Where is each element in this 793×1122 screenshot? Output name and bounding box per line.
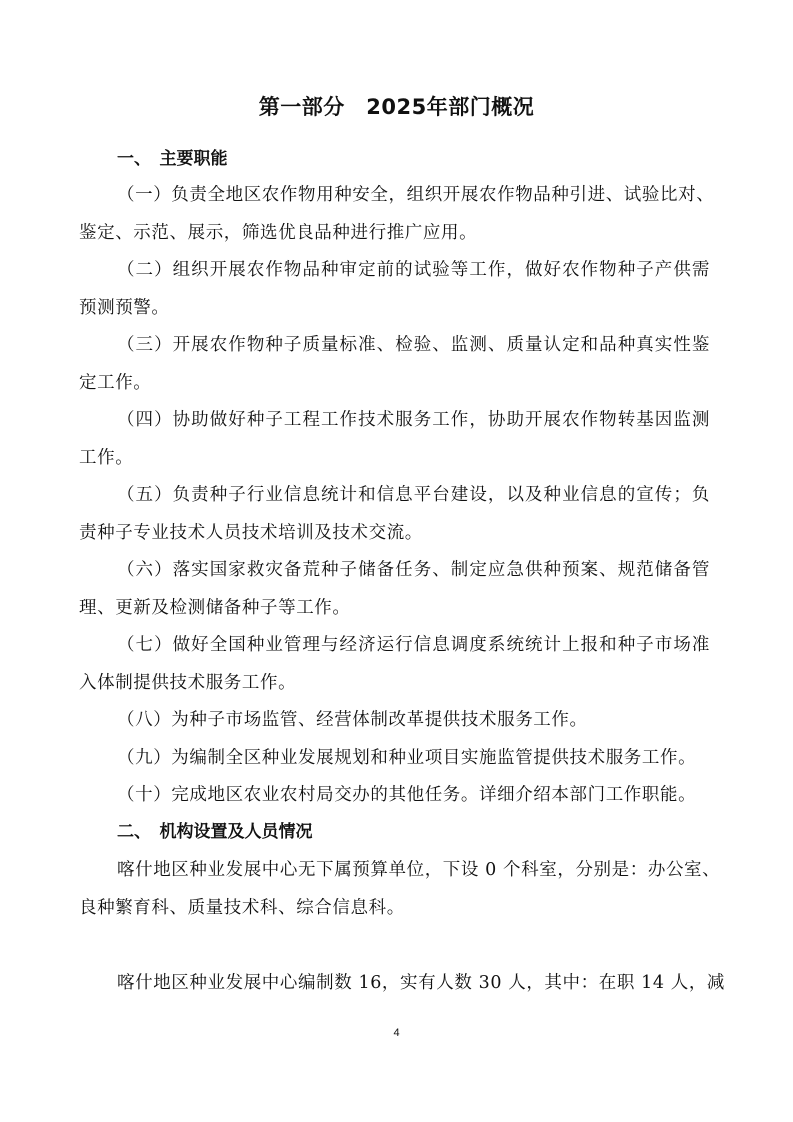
- paragraph-line: 理、更新及检测储备种子等工作。: [79, 598, 351, 618]
- paragraph-line: 责种子专业技术人员技术培训及技术交流。: [79, 523, 423, 543]
- paragraph-line: （六）落实国家救灾备荒种子储备任务、制定应急供种预案、规范储备管: [117, 560, 710, 580]
- paragraph-line: （七）做好全国种业管理与经济运行信息调度系统统计上报和种子市场准: [117, 635, 710, 655]
- paragraph-line: （三）开展农作物种子质量标准、检验、监测、质量认定和品种真实性鉴: [117, 335, 710, 355]
- section-heading-organization: 二、 机构设置及人员情况: [117, 822, 313, 842]
- paragraph-line: 入体制提供技术服务工作。: [79, 673, 297, 693]
- paragraph-line: （一）负责全地区农作物用种安全，组织开展农作物品种引进、试验比对、: [117, 185, 715, 205]
- paragraph-line: 工作。: [79, 448, 134, 468]
- paragraph-line: （四）协助做好种子工程工作技术服务工作，协助开展农作物转基因监测: [117, 410, 710, 430]
- paragraph-line: 定工作。: [79, 373, 152, 393]
- paragraph-line: （九）为编制全区种业发展规划和种业项目实施监管提供技术服务工作。: [117, 748, 697, 768]
- paragraph-line: 鉴定、示范、展示，筛选优良品种进行推广应用。: [79, 223, 478, 243]
- paragraph-line: （八）为种子市场监管、经营体制改革提供技术服务工作。: [117, 710, 588, 730]
- paragraph-line: 喀什地区种业发展中心无下属预算单位，下设 0 个科室，分别是：办公室、: [117, 860, 721, 880]
- paragraph-line: 良种繁育科、质量技术科、综合信息科。: [79, 898, 405, 918]
- paragraph-line: 预测预警。: [79, 298, 170, 318]
- paragraph-line: （十）完成地区农业农村局交办的其他任务。详细介绍本部门工作职能。: [117, 785, 697, 805]
- paragraph-line: （五）负责种子行业信息统计和信息平台建设，以及种业信息的宣传；负: [117, 485, 710, 505]
- paragraph-line: （二）组织开展农作物品种审定前的试验等工作，做好农作物种子产供需: [117, 260, 710, 280]
- paragraph-line: 喀什地区种业发展中心编制数 16，实有人数 30 人，其中：在职 14 人，减: [117, 973, 726, 993]
- section-heading-main-functions: 一、 主要职能: [117, 149, 228, 169]
- page-title: 第一部分 2025年部门概况: [258, 95, 535, 119]
- page-number: 4: [393, 1027, 400, 1039]
